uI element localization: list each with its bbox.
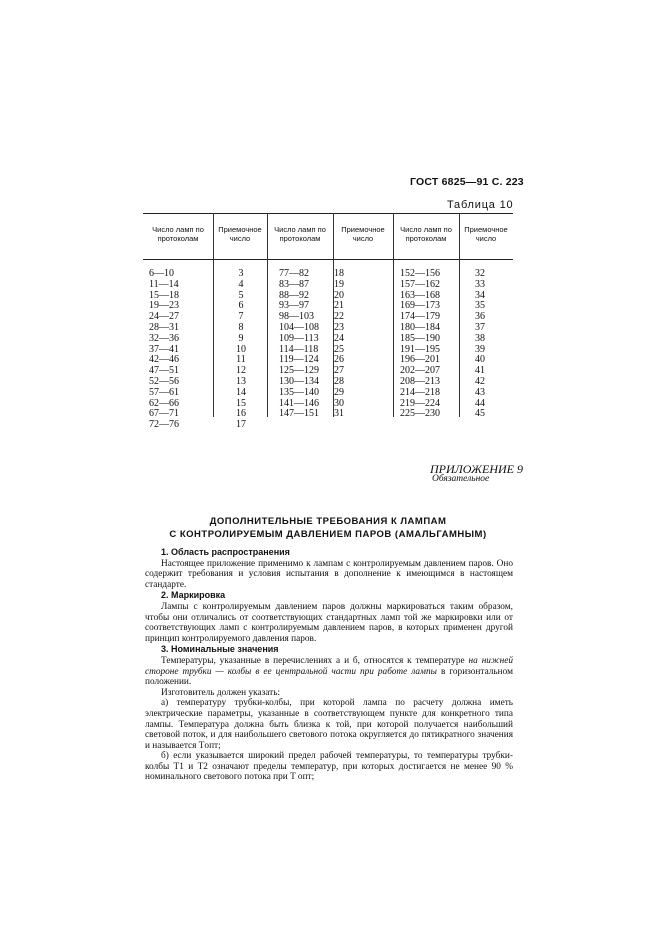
paragraph: Изготовитель должен указать: xyxy=(161,687,281,698)
table-cell: 12 xyxy=(236,365,246,377)
table-cell: 29 xyxy=(334,386,344,398)
table-cell: 24—27 xyxy=(149,311,179,323)
table-cell: 77—82 xyxy=(279,268,309,279)
table-cell: 26 xyxy=(334,354,344,366)
table-cell: 62—66 xyxy=(149,397,179,409)
body-content xyxy=(145,547,513,783)
table-cell: 45 xyxy=(475,408,485,420)
appendix-status: Обязательное xyxy=(432,474,490,484)
table-cell: 152—156 xyxy=(400,268,440,279)
table-cell: 104—108 xyxy=(279,321,319,333)
table-caption: Таблица 10 xyxy=(447,199,514,211)
table-cell: 7 xyxy=(238,311,244,323)
table-cell: 180—184 xyxy=(400,321,440,333)
column-divider xyxy=(267,213,268,417)
table-cell: 8 xyxy=(238,321,244,333)
table-cell: 83—87 xyxy=(279,278,309,290)
column-divider xyxy=(393,213,394,417)
column-divider xyxy=(213,213,214,417)
table-cell: 219—224 xyxy=(400,397,440,409)
section-heading: 3. Номинальные значения xyxy=(161,644,279,655)
table-cell: 23 xyxy=(334,321,344,333)
table-cell: 17 xyxy=(236,419,246,431)
table-cell: 36 xyxy=(475,311,485,323)
table-cell: 208—213 xyxy=(400,375,440,387)
table-cell: 196—201 xyxy=(400,354,440,366)
table-cell: 185—190 xyxy=(400,332,440,344)
table-cell: 39 xyxy=(475,343,485,355)
section-heading: 1. Область распространения xyxy=(161,547,290,557)
column-header: Число ламп по протоколам xyxy=(152,225,204,243)
table-cell: 16 xyxy=(236,408,246,420)
table-cell: 6—10 xyxy=(149,268,174,279)
column-acceptance-3 xyxy=(465,269,495,420)
paragraph: Лампы с контролируемым давлением паров должны маркироваться таким образом, чтобы они отличались от соответствующих стандартных ламп той же маркировки или от соответствующих ламп с контролируемым давлением паров, в которых применен другой принцип контролируемого давления паров. xyxy=(145,601,513,644)
table-cell: 11—14 xyxy=(149,278,179,290)
table-cell: 169—173 xyxy=(400,300,440,312)
table-cell: 38 xyxy=(475,332,485,344)
table-cell: 15 xyxy=(236,397,246,409)
table-cell: 32—36 xyxy=(149,332,179,344)
table-cell: 191—195 xyxy=(400,343,440,355)
table-cell: 47—51 xyxy=(149,365,179,377)
table-cell: 163—168 xyxy=(400,289,440,301)
table-cell: 43 xyxy=(475,386,485,398)
column-lamps-1 xyxy=(149,269,207,431)
table-cell: 42 xyxy=(475,375,485,387)
table-cell: 147—151 xyxy=(279,408,319,420)
table-cell: 28—31 xyxy=(149,321,179,333)
table-cell: 31 xyxy=(334,408,344,420)
column-header: Число ламп по протоколам xyxy=(400,225,452,243)
column-acceptance-2 xyxy=(325,269,353,420)
appendix-label: ПРИЛОЖЕНИЕ 9 xyxy=(430,462,523,476)
table-cell: 20 xyxy=(334,289,344,301)
column-header: Приемочное число xyxy=(464,225,508,243)
list-item: а) температуру трубки-колбы, при которой лампа по расчету должна иметь электрические параметры, указанные в соответствующем пункте для конкретного типа лампы. Температура должна быть близка к той, при которой получается наибольший световой поток, и для наибольшего светового потока округляется до пятикратного значения и называется Tопт; xyxy=(145,698,513,751)
table-cell: 9 xyxy=(238,332,244,344)
column-lamps-3 xyxy=(400,269,458,420)
table-cell: 18 xyxy=(334,268,344,279)
table-cell: 27 xyxy=(334,365,344,377)
table-cell: 14 xyxy=(236,386,246,398)
table-cell: 30 xyxy=(334,397,344,409)
column-header: Число ламп по протоколам xyxy=(274,225,326,243)
table-cell: 19—23 xyxy=(149,300,179,312)
table-cell: 72—76 xyxy=(149,419,179,431)
table-cell: 35 xyxy=(475,300,485,312)
table-top-rule xyxy=(143,213,513,214)
paragraph-part: в горизонтальном положении. xyxy=(145,666,514,688)
table-cell: 5 xyxy=(238,289,244,301)
table-cell: 41 xyxy=(475,365,485,377)
table-cell: 6 xyxy=(238,300,244,312)
table-cell: 57—61 xyxy=(149,386,179,398)
paragraph xyxy=(145,656,513,688)
table-cell: 15—18 xyxy=(149,289,179,301)
table-cell: 225—230 xyxy=(400,408,440,420)
table-cell: 19 xyxy=(334,278,344,290)
table-cell: 125—129 xyxy=(279,365,319,377)
table-cell: 52—56 xyxy=(149,375,179,387)
table-cell: 202—207 xyxy=(400,365,440,377)
table-cell: 28 xyxy=(334,375,344,387)
table-cell: 93—97 xyxy=(279,300,309,312)
table-cell: 34 xyxy=(475,289,485,301)
table-cell: 98—103 xyxy=(279,311,314,323)
acceptance-table xyxy=(143,211,513,431)
table-cell: 109—113 xyxy=(279,332,319,344)
column-divider xyxy=(459,213,460,417)
paragraph-italic-part: на нижней стороне трубки — колбы в ее центральной части при работе лампы xyxy=(145,655,513,677)
document-code: ГОСТ 6825—91 С. 223 xyxy=(410,176,524,188)
table-cell: 67—71 xyxy=(149,408,179,420)
column-header: Приемочное число xyxy=(341,225,385,243)
paragraph-part: Температуры, указанные в перечислениях а и б, относятся к температуре xyxy=(161,655,465,666)
table-cell: 141—146 xyxy=(279,397,319,409)
table-cell: 88—92 xyxy=(279,289,309,301)
table-cell: 214—218 xyxy=(400,386,440,398)
table-cell: 32 xyxy=(475,268,485,279)
table-cell: 37—41 xyxy=(149,343,179,355)
table-cell: 11 xyxy=(236,354,246,366)
table-cell: 114—118 xyxy=(279,343,319,355)
table-cell: 174—179 xyxy=(400,311,440,323)
column-acceptance-1 xyxy=(229,269,253,431)
table-cell: 42—46 xyxy=(149,354,179,366)
table-cell: 44 xyxy=(475,397,485,409)
column-header: Приемочное число xyxy=(218,225,262,243)
table-cell: 33 xyxy=(475,278,485,290)
section-title-line2: С КОНТРОЛИРУЕМЫМ ДАВЛЕНИЕМ ПАРОВ (АМАЛЬГАМНЫМ) xyxy=(169,529,487,540)
paragraph: Настоящее приложение применимо к лампам с контролируемым давлением паров. Оно содержит требования и условия испытания в дополнение к имеющимся в настоящем стандарте. xyxy=(145,558,513,590)
table-cell: 40 xyxy=(475,354,485,366)
table-cell: 157—162 xyxy=(400,278,440,290)
table-cell: 4 xyxy=(238,278,244,290)
table-cell: 24 xyxy=(334,332,344,344)
list-item: б) если указывается широкий предел рабочей температуры, то температуры трубки-колбы T1 и T2 означают пределы температур, при которых достигается не менее 90 % номинального светового потока при T опт; xyxy=(145,751,513,783)
table-cell: 135—140 xyxy=(279,386,319,398)
table-cell: 130—134 xyxy=(279,375,319,387)
table-cell: 37 xyxy=(475,321,485,333)
table-cell: 22 xyxy=(334,311,344,323)
section-title-line1: ДОПОЛНИТЕЛЬНЫЕ ТРЕБОВАНИЯ К ЛАМПАМ xyxy=(209,516,447,527)
table-cell: 3 xyxy=(238,268,244,279)
table-cell: 21 xyxy=(334,300,344,312)
section-heading: 2. Маркировка xyxy=(161,590,226,601)
table-header-rule xyxy=(143,259,513,260)
table-cell: 119—124 xyxy=(279,354,319,366)
table-cell: 25 xyxy=(334,343,344,355)
table-cell: 13 xyxy=(236,375,246,387)
table-cell: 10 xyxy=(236,343,246,355)
